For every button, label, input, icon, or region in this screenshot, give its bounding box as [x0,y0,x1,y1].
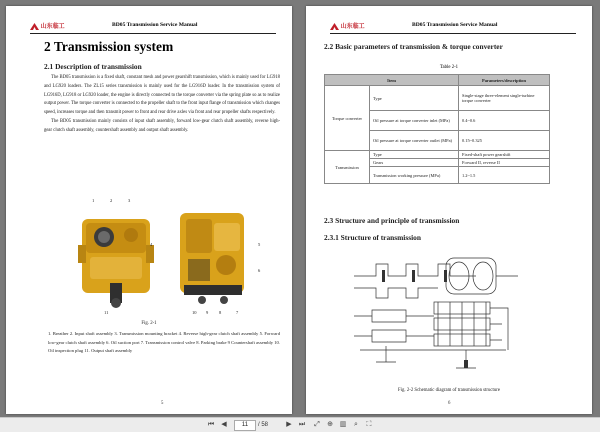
transmission-schematic-diagram [346,250,526,378]
table-caption: Table 2-1 [439,65,459,70]
last-page-icon[interactable]: ⏭ [298,421,306,428]
transmission-photo-rear [172,205,254,309]
callout-label: 8 [219,310,222,315]
paragraph: The BD05 transmission mainly consists of input shaft assembly, forward low-gear clutch shaft assembly, reverse high-gear clutch shaft assembly, countershaft assembly and output shaft assembly. [44,118,280,133]
table-cell: 0.4~0.6 [459,111,550,131]
subsection-title: 2.3.1 Structure of transmission [324,233,421,242]
transmission-photo-front [76,205,156,313]
first-page-icon[interactable]: ⏮ [207,421,215,428]
row-group-label: Torque converter [325,86,370,151]
callout-label: 9 [206,310,209,315]
table-cell: Transmission working pressure (MPa) [370,167,459,184]
callout-label: 1 [92,198,95,203]
callout-label: 5 [258,242,261,247]
section-title: 2.2 Basic parameters of transmission & torque converter [324,42,503,51]
table-cell: Type [370,86,459,111]
table-cell: Gears [370,159,459,167]
header-title: BD05 Transmission Service Manual [412,22,498,28]
fit-page-icon[interactable]: ⤢ [314,421,320,428]
table-cell: Type [370,151,459,159]
figure-caption: Fig. 2-1 [141,321,157,326]
column-header: Item [325,75,459,86]
table-cell: Fixed-shaft power gearshift [459,151,550,159]
callout-label: 7 [236,310,239,315]
callout-label: 4 [150,242,153,247]
parameters-table [324,74,550,184]
body-text [44,74,280,135]
callout-label: 10 [192,310,197,315]
chapter-title: 2 Transmission system [44,39,174,54]
right-page [306,6,592,414]
section-title: 2.3 Structure and principle of transmission [324,216,460,225]
table-cell: 1.2~1.5 [459,167,550,184]
page-header [30,21,276,34]
section-title: 2.1 Description of transmission [44,62,142,71]
zoom-icon[interactable]: ⊕ [327,421,333,428]
logo-triangle-icon [330,23,339,30]
table-cell: Forward II, reverse II [459,159,550,167]
table-cell: Oil pressure at torque converter outlet (MPa) [370,131,459,151]
column-header: Parameters/description [459,75,550,86]
callout-label: 11 [104,310,109,315]
figure-legend: 1. Breather 2. Input shaft assembly 3. Transmission mounting bracket 4. Reverse high-gear clutch shaft assembly 5. Forward low-gear clutch shaft assembly 6. Oil suction port 7. Transmission control valve 8. Parking brake 9 Countershaft assembly 10. Oil inspection plug 11. Output shaft assembly [48,331,280,354]
table-cell: Single-stage three-element single-turbine torque converter [459,86,550,111]
table-header-row [325,75,550,86]
page-total: / 58 [258,422,269,428]
left-page [6,6,292,414]
brand-logo: 山东临工 [330,21,365,30]
two-page-icon[interactable]: ▥ [339,421,347,428]
table-cell: Oil pressure at torque converter inlet (MPa) [370,111,459,131]
paragraph: The BD05 transmission is a fixed shaft, constant mesh and power gearshift transmission, which is mainly used for LG918 and LG920 loaders. The ZL15 series transmission is mainly used for the LG916D loader. In the transmission system of LG916D, LG918 or LG920 loader, the engine is directly connected to the torque converter via the spring plate so as to realize output power. The torque converter is connected to the propeller shaft to the front input flange of transmission which changes speed, increases torque and then transmit power to front and rear drive axles via front and rear propeller shafts respectively. [44,75,280,115]
callout-label: 3 [128,198,131,203]
brand-logo: 山东临工 [30,21,65,30]
logo-triangle-icon [30,23,39,30]
search-icon[interactable]: ⌕ [354,421,358,428]
page-header [330,21,576,34]
next-page-icon[interactable]: ▶ [286,421,292,428]
page-number: 5 [161,401,164,406]
header-title: BD05 Transmission Service Manual [112,22,198,28]
figure-caption: Fig. 2-2 Schematic diagram of transmission structure [398,388,500,393]
page-number-input[interactable]: 11 [234,420,256,431]
page-number: 6 [448,401,451,406]
table-cell: 0.15~0.325 [459,131,550,151]
prev-page-icon[interactable]: ◀ [221,421,227,428]
row-group-label: Transmission [325,151,370,184]
viewer-toolbar [0,417,600,432]
callout-label: 2 [110,198,113,203]
fullscreen-icon[interactable]: ⛶ [366,421,372,428]
callout-label: 6 [258,268,261,273]
table-row [325,151,550,159]
table-row [325,86,550,111]
